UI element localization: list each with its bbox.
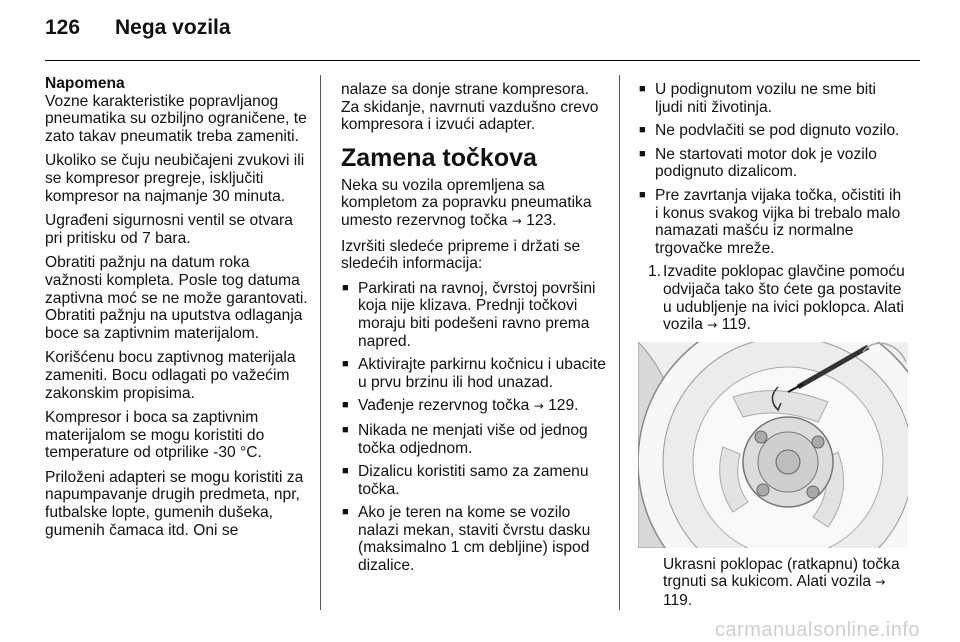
page-title: Nega vozila (115, 16, 231, 39)
paragraph: Izvršiti sledeće pripreme i držati se sledećih informacija: (341, 237, 581, 273)
column-1 (45, 75, 311, 546)
bullet-list (638, 81, 906, 257)
caption-text: Ukrasni poklopac (ratkapnu) točka trgnuti sa kukicom. Alati vozila (663, 555, 900, 591)
numbered-list (638, 263, 906, 334)
header-rule (45, 60, 920, 61)
wheel-hub-drawing (638, 342, 908, 548)
step-text: Izvadite poklopac glavčine pomoću odvijača tako što ćete ga postavite u udubljenje na ivici poklopca. Alati vozila (663, 263, 905, 334)
paragraph: Vozne karakteristike popravljanog pneumatika su ozbiljno ograničene, te zato takav pneumatik treba zameniti. (45, 92, 307, 145)
paragraph: Obratiti pažnju na datum roka važnosti kompleta. Posle tog datuma zaptivna moć se ne može garantovati. Obratiti pažnju na uputstva odlaganja boce sa zaptivnim materijalom. (45, 254, 308, 342)
column-2 (341, 81, 609, 581)
intro-paragraph (341, 177, 609, 231)
numbered-step (638, 263, 906, 334)
page-header (45, 16, 231, 40)
list-item: ■ Pre zavrtanja vijaka točka, očistiti ih i konus svakog vijka bi trebalo malo namazati mašću iz normalne trgovačke mreže. (638, 187, 906, 257)
paragraph: Ugrađeni sigurnosni ventil se otvara pri pritisku od 7 bara. (45, 212, 293, 247)
bullet-list (341, 280, 609, 575)
step-number: 1. (648, 263, 662, 281)
list-item: ■ U podignutom vozilu ne sme biti ljudi niti životinja. (638, 81, 906, 116)
list-item: ■ Aktivirajte parkirnu kočnicu i ubacite u prvu brzinu ili hod unazad. (341, 356, 609, 391)
list-item (341, 397, 609, 416)
paragraph: nalaze sa donje strane kompresora. Za skidanje, navrnuti vazdušno crevo kompresora i izvući adapter. (341, 81, 599, 134)
figure-caption (638, 556, 906, 610)
list-item-text: Vađenje rezervnog točka (358, 397, 530, 415)
paragraph: Kompresor i boca sa zaptivnim materijalom se mogu koristiti do temperature od otprilike -30 °C. (45, 409, 265, 462)
page-ref[interactable]: 119. (663, 591, 693, 609)
section-heading: Zamena točkova (341, 143, 537, 172)
list-item: ■ Ako je teren na kome se vozilo nalazi mekan, staviti čvrstu dasku (maksimalno 1 cm debljine) ispod dizalice. (341, 504, 609, 574)
page-ref-icon: → (511, 213, 522, 228)
note-title: Napomena (45, 75, 125, 92)
page-number: 126 (45, 16, 81, 39)
column-3 (638, 81, 906, 617)
page-ref[interactable]: 123. (526, 211, 557, 229)
list-item: ■ Nikada ne menjati više od jednog točka odjednom. (341, 422, 609, 457)
list-item: ■ Ne startovati motor dok je vozilo podignuto dizalicom. (638, 146, 906, 181)
column-divider (619, 75, 620, 610)
list-item: ■ Dizalicu koristiti samo za zamenu točka. (341, 463, 609, 498)
page-ref[interactable]: 119. (721, 316, 751, 334)
paragraph: Ukoliko se čuju neubičajeni zvukovi ili se kompresor pregreje, isključiti kompresor na najmanje 30 minuta. (45, 152, 305, 205)
paragraph: Priloženi adapteri se mogu koristiti za napumpavanje drugih predmeta, npr, futbalske lopte, gumenih dušeka, gumenih čamaca itd. Oni se (45, 468, 304, 539)
page-ref-icon: → (707, 318, 718, 333)
watermark: carmanualsonline.info (714, 619, 920, 641)
paragraph: Korišćenu bocu zaptivnog materijala zameniti. Bocu odlagati po važećim zakonskim propisima. (45, 349, 296, 402)
list-item: ■ Ne podvlačiti se pod dignuto vozilo. (638, 122, 906, 140)
column-divider (320, 75, 321, 610)
intro-text: Neka su vozila opremljena sa kompletom za popravku pneumatika umesto rezervnog točka (341, 176, 592, 229)
page-ref-icon: → (533, 399, 544, 414)
list-item: ■ Parkirati na ravnoj, čvrstoj površini koja nije klizava. Prednji točkovi moraju biti podešeni ravno prema napred. (341, 280, 609, 350)
wheel-cover-illustration (638, 342, 908, 548)
page-ref[interactable]: 129. (548, 397, 579, 415)
page-ref-icon: → (875, 575, 886, 590)
